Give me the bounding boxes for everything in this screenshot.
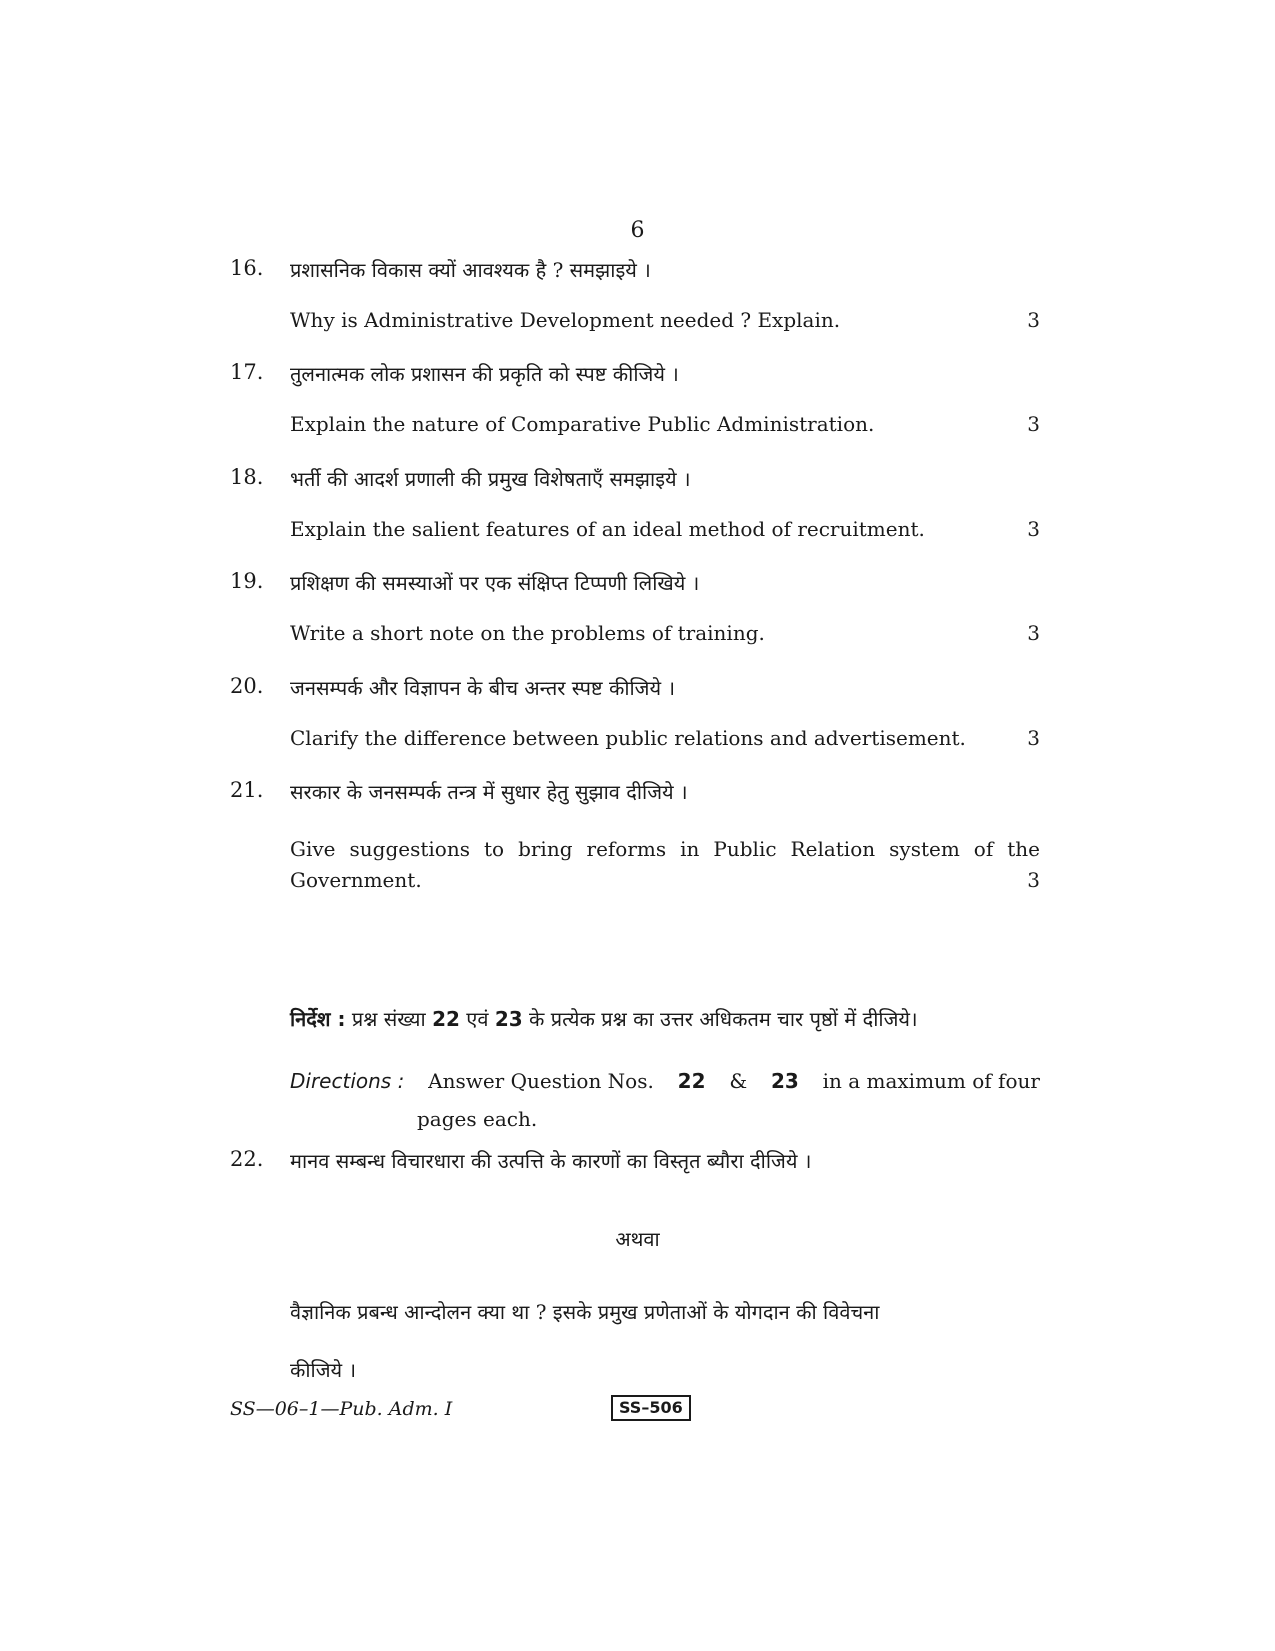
question-english: Why is Administrative Development needed ? Explain. xyxy=(290,308,841,332)
directions-hindi-text: प्रश्न संख्या xyxy=(351,1007,426,1031)
directions-english-label: Directions : xyxy=(290,1069,405,1093)
page-number: 6 xyxy=(630,218,645,243)
question-number: 21. xyxy=(230,778,264,802)
directions-english-num2: 23 xyxy=(770,1069,799,1093)
question-number: 19. xyxy=(230,569,264,593)
question-hindi: जनसम्पर्क और विज्ञापन के बीच अन्तर स्पष्ट कीजिये । xyxy=(290,676,676,700)
question-english: Clarify the difference between public relations and advertisement. xyxy=(290,726,966,750)
question-hindi: भर्ती की आदर्श प्रणाली की प्रमुख विशेषताएँ समझाइये । xyxy=(290,467,691,491)
directions-hindi-num1: 22 xyxy=(432,1007,460,1031)
question-number: 16. xyxy=(230,256,264,280)
directions-hindi-num2: 23 xyxy=(494,1007,523,1031)
question-hindi: मानव सम्बन्ध विचारधारा की उत्पत्ति के कारणों का विस्तृत ब्यौरा दीजिये । xyxy=(290,1149,812,1173)
question-hindi: प्रशिक्षण की समस्याओं पर एक संक्षिप्त टिप्पणी लिखिये । xyxy=(290,571,700,595)
question-marks: 3 xyxy=(1027,517,1040,541)
directions-hindi-label: निर्देश : xyxy=(290,1007,346,1031)
directions-english-num1: 22 xyxy=(677,1069,706,1093)
question-english-line1: Give suggestions to bring reforms in Public Relation system of the xyxy=(290,837,1040,861)
alternative-line1: वैज्ञानिक प्रबन्ध आन्दोलन क्या था ? इसके प्रमुख प्रणेताओं के योगदान की विवेचना xyxy=(290,1300,880,1324)
question-marks: 3 xyxy=(1027,412,1040,436)
directions-hindi xyxy=(290,1005,1050,1032)
alternative-line2: कीजिये । xyxy=(290,1358,357,1382)
question-english: Explain the nature of Comparative Public Administration. xyxy=(290,412,875,436)
question-number: 17. xyxy=(230,360,264,384)
directions-english-line2: pages each. xyxy=(417,1107,538,1131)
directions-english xyxy=(290,1062,1040,1138)
question-number: 20. xyxy=(230,674,264,698)
question-number: 22. xyxy=(230,1147,264,1171)
footer-paper-code: SS—06–1—Pub. Adm. I xyxy=(230,1398,453,1420)
question-hindi: सरकार के जनसम्पर्क तन्त्र में सुधार हेतु सुझाव दीजिये । xyxy=(290,780,688,804)
question-number: 18. xyxy=(230,465,264,489)
footer-boxed-code: SS–506 xyxy=(611,1395,691,1421)
directions-hindi-text: एवं xyxy=(466,1007,489,1031)
question-english: Write a short note on the problems of training. xyxy=(290,621,765,645)
question-marks: 3 xyxy=(1027,868,1040,892)
question-hindi: तुलनात्मक लोक प्रशासन की प्रकृति को स्पष्ट कीजिये । xyxy=(290,362,679,386)
question-22-alternative xyxy=(290,1283,1040,1399)
question-marks: 3 xyxy=(1027,308,1040,332)
question-hindi: प्रशासनिक विकास क्यों आवश्यक है ? समझाइये । xyxy=(290,258,651,282)
question-english: Explain the salient features of an ideal method of recruitment. xyxy=(290,517,925,541)
directions-english-amp: & xyxy=(729,1069,748,1093)
question-marks: 3 xyxy=(1027,726,1040,750)
question-english-line2: Government. xyxy=(290,868,422,892)
question-marks: 3 xyxy=(1027,621,1040,645)
directions-english-text: in a maximum of four xyxy=(822,1069,1040,1093)
directions-hindi-text: के प्रत्येक प्रश्न का उत्तर अधिकतम चार पृष्ठों में दीजिये। xyxy=(529,1007,918,1031)
or-label: अथवा xyxy=(615,1227,660,1251)
directions-english-text: Answer Question Nos. xyxy=(428,1069,654,1093)
